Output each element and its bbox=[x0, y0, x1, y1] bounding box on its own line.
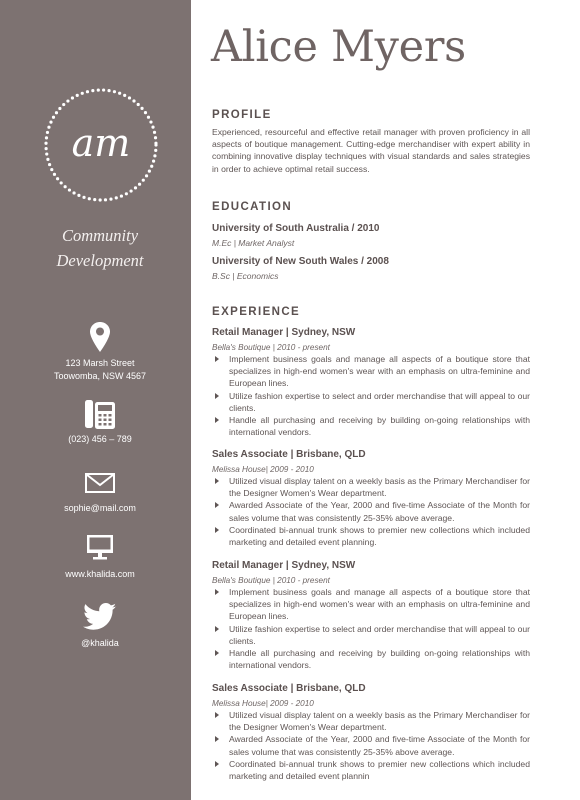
contact-phone bbox=[0, 398, 200, 446]
website-url: www.khalida.com bbox=[65, 569, 135, 579]
job-employer: Bella's Boutique | 2010 - present bbox=[212, 343, 330, 352]
contact-address bbox=[0, 322, 200, 383]
sidebar bbox=[0, 0, 191, 800]
education-school: University of New South Wales / 2008 bbox=[212, 256, 389, 267]
education-school: University of South Australia / 2010 bbox=[212, 223, 380, 234]
job-bullet: Utilize fashion expertise to select and order merchandise that will appeal to our clients. bbox=[212, 623, 530, 647]
profile-heading: PROFILE bbox=[212, 109, 272, 121]
envelope-icon bbox=[85, 473, 115, 493]
phone-number: (023) 456 – 789 bbox=[68, 434, 132, 444]
job-bullet: Coordinated bi-annual trunk shows to premier new collections which included marketing and detailed event planning. bbox=[212, 524, 530, 548]
job-title: Retail Manager | Sydney, NSW bbox=[212, 327, 356, 338]
education-degree: M.Ec | Market Analyst bbox=[212, 238, 295, 248]
contact-website bbox=[0, 535, 200, 581]
monogram-initials: am bbox=[71, 121, 131, 165]
experience-item bbox=[212, 449, 530, 548]
contact-email bbox=[0, 473, 200, 515]
experience-item bbox=[212, 683, 530, 782]
job-bullet: Utilized visual display talent on a weekly basis as the Primary Merchandiser for the Designer Women's Wear department. bbox=[212, 709, 530, 733]
department-line-2: Development bbox=[56, 251, 144, 270]
education-item bbox=[212, 256, 532, 282]
job-bullets bbox=[212, 353, 530, 438]
job-bullet: Utilized visual display talent on a weekly basis as the Primary Merchandiser for the Designer Women's Wear department. bbox=[212, 475, 530, 499]
job-title: Retail Manager | Sydney, NSW bbox=[212, 560, 356, 571]
job-bullets bbox=[212, 709, 530, 782]
address-line-2: Toowomba, NSW 4567 bbox=[53, 371, 147, 381]
address-line-1: 123 Marsh Street bbox=[65, 358, 135, 368]
monitor-icon bbox=[87, 535, 113, 560]
job-employer: Bella's Boutique | 2010 - present bbox=[212, 576, 330, 585]
education-item bbox=[212, 223, 532, 249]
location-pin-icon bbox=[90, 322, 110, 352]
job-bullet: Handle all purchasing and receiving by building on-going relationships with international vendors. bbox=[212, 647, 530, 671]
job-title: Sales Associate | Brisbane, QLD bbox=[212, 449, 366, 460]
job-title: Sales Associate | Brisbane, QLD bbox=[212, 683, 366, 694]
job-bullet: Awarded Associate of the Year, 2000 and five-time Associate of the Month for sales volume that was consistently 25-35% above average. bbox=[212, 733, 530, 757]
profile-text: Experienced, resourceful and effective retail manager with proven proficiency in all aspects of boutique management. Cutting-edge merchandiser with expert ability in combining innovative display techniques with visual standards and sales strategies in order to achieve optimal retail success. bbox=[212, 127, 530, 174]
experience-heading: EXPERIENCE bbox=[212, 306, 301, 318]
candidate-name: Alice Myers bbox=[211, 22, 466, 72]
contact-twitter bbox=[0, 603, 200, 650]
telephone-icon bbox=[85, 398, 115, 430]
job-bullet: Utilize fashion expertise to select and order merchandise that will appeal to our clients. bbox=[212, 390, 530, 414]
education-degree: B.Sc | Economics bbox=[212, 271, 279, 281]
job-bullets bbox=[212, 586, 530, 671]
job-bullet: Awarded Associate of the Year, 2000 and five-time Associate of the Month for sales volume that was consistently 25-35% above average. bbox=[212, 499, 530, 523]
job-employer: Melissa House| 2009 - 2010 bbox=[212, 465, 314, 474]
job-bullet: Coordinated bi-annual trunk shows to premier new collections which included marketing and detailed event plannin bbox=[212, 758, 530, 782]
department-line-1: Community bbox=[61, 226, 139, 245]
job-employer: Melissa House| 2009 - 2010 bbox=[212, 699, 314, 708]
twitter-handle: @khalida bbox=[81, 638, 119, 648]
education-heading: EDUCATION bbox=[212, 201, 293, 213]
experience-item bbox=[212, 560, 530, 671]
job-bullet: Implement business goals and manage all aspects of a boutique store that specializes in high-end women's wear with an emphasis on ultra-feminine and European lines. bbox=[212, 353, 530, 390]
experience-item bbox=[212, 327, 530, 438]
job-bullets bbox=[212, 475, 530, 548]
twitter-bird-icon bbox=[83, 603, 117, 631]
email-address: sophie@mail.com bbox=[64, 503, 136, 513]
job-bullet: Handle all purchasing and receiving by building on-going relationships with international vendors. bbox=[212, 414, 530, 438]
job-bullet: Implement business goals and manage all aspects of a boutique store that specializes in high-end women's wear with an emphasis on ultra-feminine and European lines. bbox=[212, 586, 530, 623]
